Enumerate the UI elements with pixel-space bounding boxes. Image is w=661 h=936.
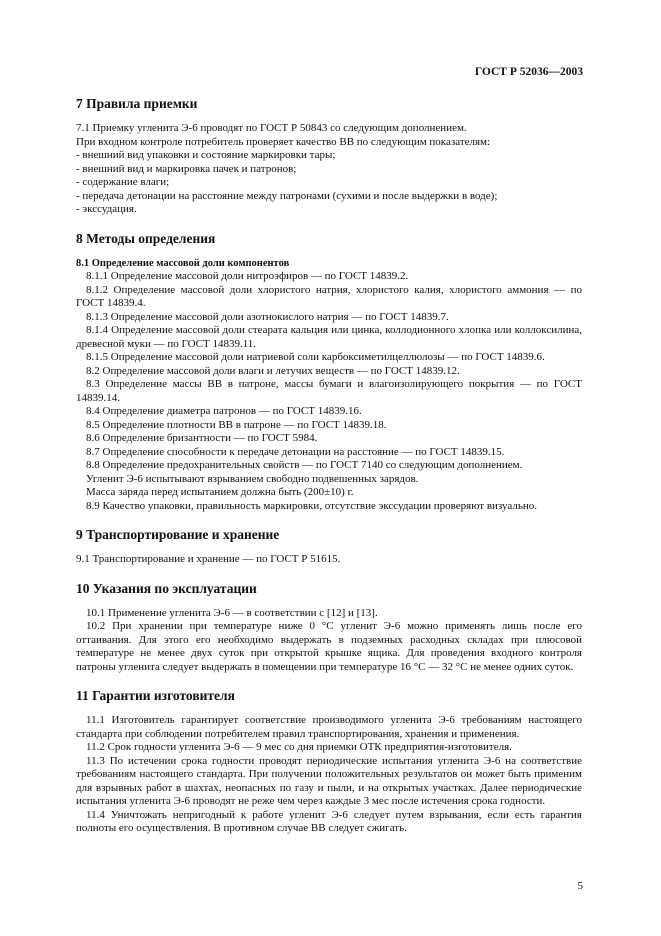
paragraph: 8.9 Качество упаковки, правильность маркировки, отсутствие экссудации проверяют визуально. xyxy=(86,499,537,512)
list-item: - внешний вид и маркировка пачек и патронов; xyxy=(76,162,297,175)
paragraph: 8.5 Определение плотности ВВ в патроне — по ГОСТ 14839.18. xyxy=(86,418,387,431)
section-title: 10 Указания по эксплуатации xyxy=(76,580,257,596)
paragraph: 8.1.4 Определение массовой доли стеарата кальция или цинка, коллодионного хлопка или коллоксилина, древесной муки — по ГОСТ 14839.11. xyxy=(76,324,582,350)
paragraph: 8.3 Определение массы ВВ в патроне, массы бумаги и влагоизолирующего покрытия — по ГОСТ 14839.14. xyxy=(76,378,582,404)
section-10 xyxy=(76,581,582,675)
document-body xyxy=(76,96,582,850)
paragraph: 8.6 Определение бризантности — по ГОСТ 5984. xyxy=(86,432,318,444)
paragraph: 8.1.2 Определение массовой доли хлористого натрия, хлористого калия, хлористого аммония — по ГОСТ 14839.4. xyxy=(76,283,582,309)
paragraph: 8.8 Определение предохранительных свойств — по ГОСТ 7140 со следующим дополнением. xyxy=(86,459,523,471)
paragraph: 7.1 Приемку угленита Э-6 проводят по ГОСТ Р 50843 со следующим дополнением. xyxy=(76,122,467,134)
paragraph: 10.1 Применение угленита Э-6 — в соответствии с [12] и [13]. xyxy=(86,606,378,619)
paragraph: 11.4 Уничтожать непригодный к работе угленит Э-6 следует путем взрывания, если есть гарантия полноты его осуществления. В противном случае ВВ следует сжигать. xyxy=(76,808,582,834)
paragraph: 11.2 Срок годности угленита Э-6 — 9 мес со дня приемки ОТК предприятия-изготовителя. xyxy=(86,741,512,753)
list-item: - содержание влаги; xyxy=(76,176,170,188)
paragraph: При входном контроле потребитель проверяет качество ВВ по следующим показателям: xyxy=(76,135,491,148)
paragraph: 8.2 Определение массовой доли влаги и летучих веществ — по ГОСТ 14839.12. xyxy=(86,364,460,377)
page-number: 5 xyxy=(577,880,583,892)
section-title: 9 Транспортирование и хранение xyxy=(76,527,280,542)
paragraph: 11.1 Изготовитель гарантирует соответствие производимого угленита Э-6 требованиям настоящего стандарта при соблюдении потребителем правил транспортирования, хранения и применения. xyxy=(76,714,582,740)
subsection-title: 8.1 Определение массовой доли компонентов xyxy=(76,257,290,269)
paragraph: 8.1.5 Определение массовой доли натриевой соли карбоксиметилцеллюлозы — по ГОСТ 14839.6. xyxy=(86,351,545,363)
paragraph: 10.2 При хранении при температуре ниже 0 °С угленит Э-6 можно применять лишь после его оттаивания. Для этого его необходимо выдержать в подземных расходных складах при плюсовой температуре не менее двух суток при открытой крышке ящика. Для проведения входного контроля патроны угленита следует выдержать в помещении при температуре 16 °С — 32 °С не менее одних суток. xyxy=(76,620,582,673)
paragraph: 8.1.1 Определение массовой доли нитроэфиров — по ГОСТ 14839.2. xyxy=(86,270,409,282)
paragraph: 9.1 Транспортирование и хранение — по ГОСТ Р 51615. xyxy=(76,553,341,565)
list-item: - внешний вид упаковки и состояние маркировки тары; xyxy=(76,149,336,161)
document-header: ГОСТ Р 52036—2003 xyxy=(474,66,583,78)
section-8 xyxy=(76,231,582,514)
section-title: 8 Методы определения xyxy=(76,230,216,246)
list-item: - экссудация. xyxy=(76,203,137,215)
section-9 xyxy=(76,527,582,567)
paragraph: 8.7 Определение способности к передаче детонации на расстояние — по ГОСТ 14839.15. xyxy=(86,445,505,458)
paragraph: 11.3 По истечении срока годности проводят периодические испытания угленита Э-6 на соответствие требованиям настоящего стандарта. При получении положительных результатов он может быть применим для взрывных работ в шахтах, неопасных по газу и пыли, и на открытых участках. Далее периодические испытания угленита Э-6 проводят не реже чем через каждые 3 мес после истечения срока годности. xyxy=(76,754,582,807)
section-title: 7 Правила приемки xyxy=(76,96,198,111)
paragraph: 8.4 Определение диаметра патронов — по ГОСТ 14839.16. xyxy=(86,405,362,417)
paragraph: 8.1.3 Определение массовой доли азотнокислого натрия — по ГОСТ 14839.7. xyxy=(86,310,449,323)
section-title: 11 Гарантии изготовителя xyxy=(76,688,235,703)
paragraph: Масса заряда перед испытанием должна быть (200±10) г. xyxy=(86,486,354,498)
paragraph: Угленит Э-6 испытывают взрыванием свободно подвешенных зарядов. xyxy=(86,472,419,485)
section-7 xyxy=(76,96,582,217)
list-item: - передача детонации на расстояние между патронами (сухими и после выдержки в воде); xyxy=(76,189,498,202)
section-11 xyxy=(76,688,582,836)
